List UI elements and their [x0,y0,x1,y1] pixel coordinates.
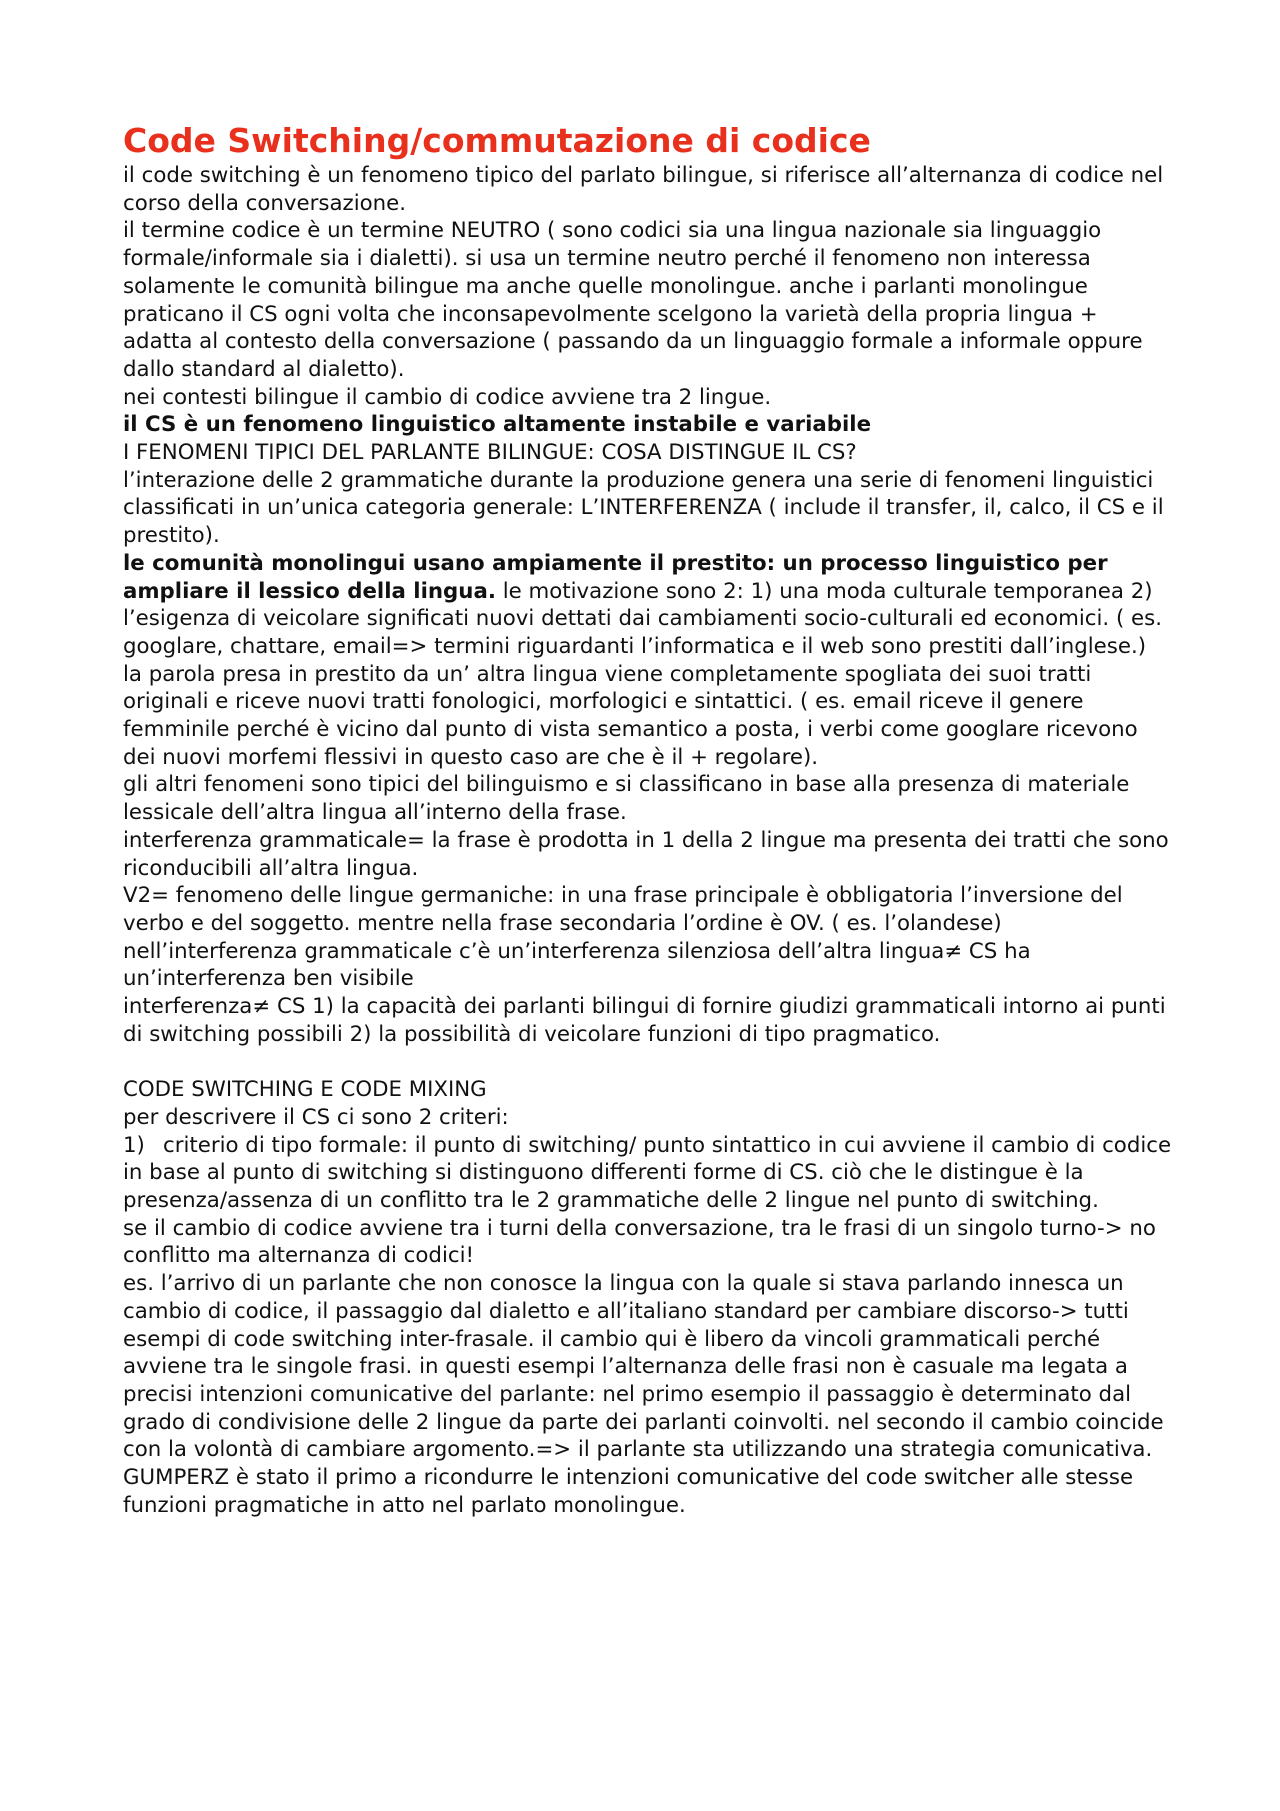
paragraph: la parola presa in prestito da un’ altra lingua viene completamente spogliata dei suoi tratti originali e riceve nuovi tratti fonologici, morfologici e sintattici. ( es. email riceve il genere femminile perché è vicino dal punto di vista semantico a posta, i verbi come googlare ricevono dei nuovi morfemi flessivi in questo caso are che è il + regolare). [123,661,1138,770]
paragraph: il termine codice è un termine NEUTRO ( sono codici sia una lingua nazionale sia linguaggio formale/informale sia i dialetti). si usa un termine neutro perché il fenomeno non interessa solamente le comunità bilingue ma anche quelle monolingue. anche i parlanti monolingue praticano il CS ogni volta che inconsapevolmente scelgono la varietà della propria lingua + adatta al contesto della conversazione ( passando da un linguaggio formale a informale oppure dallo standard al dialetto). [123,218,1143,382]
paragraph: gli altri fenomeni sono tipici del bilinguismo e si classificano in base alla presenza di materiale lessicale dell’altra lingua all’interno della frase. [123,772,1130,826]
criteria-list-item [123,1132,1173,1160]
loan-rest-text: le motivazione sono 2: 1) una moda culturale temporanea 2) l’esigenza di veicolare significati nuovi dettati dai cambiamenti socio-culturali ed economici. ( es. googlare, chattare, email=> termini riguardanti l’informatica e il web sono prestiti dall’inglese.) [123,578,1163,659]
paragraph: se il cambio di codice avviene tra i turni della conversazione, tra le frasi di un singolo turno-> no conflitto ma alternanza di codici! [123,1215,1156,1269]
section-heading-code-mixing: CODE SWITCHING E CODE MIXING [123,1077,487,1103]
document-title: Code Switching/commutazione di codice [123,121,871,160]
paragraph: nei contesti bilingue il cambio di codice avviene tra 2 lingue. [123,384,772,410]
paragraph: GUMPERZ è stato il primo a ricondurre le intenzioni comunicative del code switcher alle stesse funzioni pragmatiche in atto nel parlato monolingue. [123,1465,1134,1518]
paragraph: il code switching è un fenomeno tipico del parlato bilingue, si riferisce all’alternanza di codice nel corso della conversazione. [123,163,1164,216]
blank-line [123,1049,1173,1077]
section-heading-bilingual-phenomena: I FENOMENI TIPICI DEL PARLANTE BILINGUE: COSA DISTINGUE IL CS? [123,440,857,466]
paragraph: l’interazione delle 2 grammatiche durante la produzione genera una serie di fenomeni linguistici classificati in un’unica categoria generale: L’INTERFERENZA ( include il transfer, il, calco, il CS e il prestito). [123,467,1164,549]
list-number: 1) [123,1132,145,1158]
paragraph: in base al punto di switching si distinguono differenti forme di CS. ciò che le distingue è la presenza/assenza di un conflitto tra le 2 grammatiche delle 2 lingue nel punto di switching. [123,1160,1099,1213]
document-body [123,120,1173,1519]
list-item-text: criterio di tipo formale: il punto di switching/ punto sintattico in cui avviene il cambio di codice [163,1132,1172,1158]
paragraph: nell’interferenza grammaticale c’è un’interferenza silenziosa dell’altra lingua≠ CS ha un’interferenza ben visibile [123,938,1031,992]
bold-statement: il CS è un fenomeno linguistico altamente instabile e variabile [123,412,872,438]
paragraph-loan [123,550,1173,661]
paragraph: V2= fenomeno delle lingue germaniche: in una frase principale è obbligatoria l’inversione del verbo e del soggetto. mentre nella frase secondaria l’ordine è OV. ( es. l’olandese) [123,883,1123,936]
paragraph: es. l’arrivo di un parlante che non conosce la lingua con la quale si stava parlando innesca un cambio di codice, il passaggio dal dialetto e all’italiano standard per cambiare discorso-> tutti esempi di code switching inter-frasale. il cambio qui è libero da vincoli grammaticali perché avviene tra le singole frasi. in questi esempi l’alternanza delle frasi non è casuale ma legata a precisi intenzioni comunicative del parlante: nel primo esempio il passaggio è determinato dal grado di condivisione delle 2 lingue da parte dei parlanti coinvolti. nel secondo il cambio coincide con la volontà di cambiare argomento.=> il parlante sta utilizzando una strategia comunicativa. [123,1271,1164,1463]
paragraph: interferenza≠ CS 1) la capacità dei parlanti bilingui di fornire giudizi grammaticali intorno ai punti di switching possibili 2) la possibilità di veicolare funzioni di tipo pragmatico. [123,994,1166,1047]
paragraph: interferenza grammaticale= la frase è prodotta in 1 della 2 lingue ma presenta dei tratti che sono riconducibili all’altra lingua. [123,827,1169,881]
paragraph: per descrivere il CS ci sono 2 criteri: [123,1104,509,1130]
loan-bold-text: le comunità monolingui usano ampiamente il prestito: un processo linguistico per ampliare il lessico della lingua. [123,550,1108,604]
